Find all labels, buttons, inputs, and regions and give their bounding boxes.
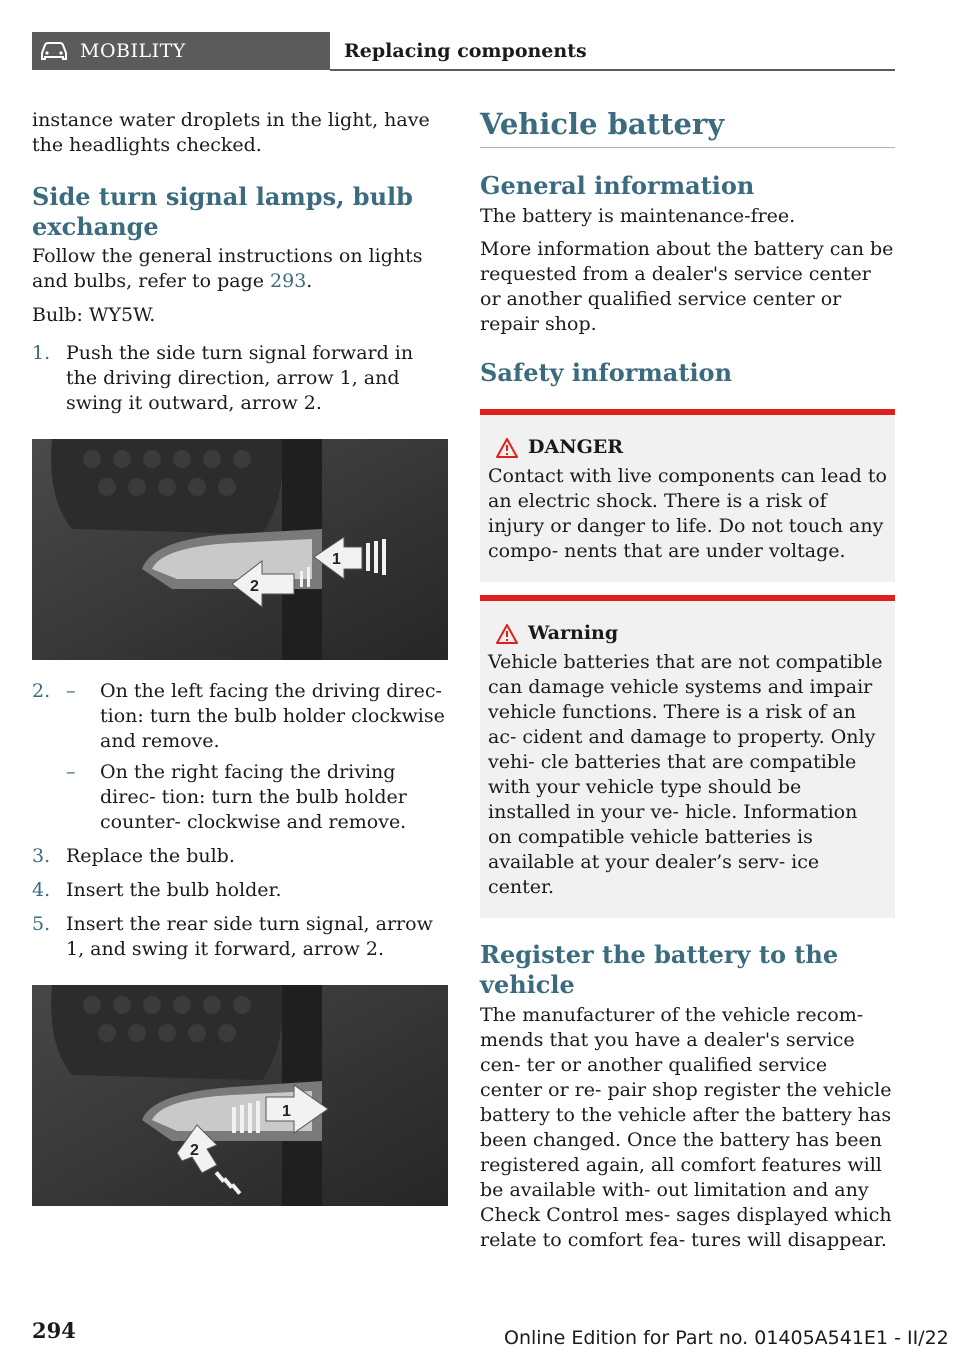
warning-title: Warning	[528, 622, 619, 644]
warning-title-row	[488, 621, 887, 646]
sub-text: On the left facing the driving direc‐ tion: turn the bulb holder clockwise and remove.	[100, 680, 445, 752]
photo2-label-2: 2	[190, 1142, 199, 1159]
step-text: Push the side turn signal forward in the driving direction, arrow 1, and swing it outward, arrow 2.	[66, 342, 414, 414]
danger-title: DANGER	[528, 436, 624, 458]
photo1-label-2: 2	[250, 578, 259, 595]
title-rule	[480, 147, 895, 148]
step-number: 3.	[32, 845, 51, 867]
danger-title-row	[488, 435, 887, 460]
bulb-type: Bulb: WY5W.	[32, 304, 156, 326]
right-column	[480, 108, 895, 1253]
car-icon	[38, 40, 70, 62]
step-1	[32, 341, 448, 416]
section-tab	[32, 32, 330, 70]
step-number: 1.	[32, 342, 51, 364]
general-text-1: The battery is maintenance-free.	[480, 205, 796, 227]
chapter-title: Replacing components	[344, 40, 587, 62]
side-signal-heading: Side turn signal lamps, bulb exchange	[32, 182, 413, 241]
left-column	[32, 108, 448, 1206]
step-2	[32, 679, 448, 835]
general-text-2: More information about the battery can be requested from a dealer's service center or another qualified service center or repair shop.	[480, 238, 894, 335]
photo-remove-signal	[32, 439, 448, 660]
step-number: 2.	[32, 680, 51, 702]
register-battery-heading: Register the battery to the vehicle	[480, 940, 839, 999]
intro-text: instance water droplets in the light, have the headlights checked.	[32, 109, 430, 156]
instruction-paragraph	[32, 244, 448, 294]
danger-text: Contact with live components can lead to an electric shock. There is a risk of injury or danger to life. Do not touch any compo‐ nents that are under voltage.	[488, 465, 887, 562]
header-rule	[330, 69, 895, 71]
edition-note: Online Edition for Part no. 01405A541E1 - II/22	[504, 1327, 949, 1349]
sub-text: On the right facing the driving direc‐ tion: turn the bulb holder counter‐ clockwise and remove.	[100, 761, 407, 833]
page-number: 294	[32, 1318, 76, 1343]
instruction-pre: Follow the general instructions on lights and bulbs, refer to page	[32, 245, 423, 292]
step-text: Insert the rear side turn signal, arrow 1, and swing it forward, arrow 2.	[66, 913, 433, 960]
sub-dash: –	[66, 761, 76, 783]
warning-text: Vehicle batteries that are not compatible can damage vehicle systems and impair vehicle functions. There is a risk of an ac‐ cident and damage to property. Only vehi‐ cle batteries that are compatible with your vehicle type should be installed in your ve‐ hicle. Information on compatible vehicle batteries is available at your dealer’s serv‐ ice center.	[488, 651, 883, 898]
step-text: Insert the bulb holder.	[66, 879, 282, 901]
warning-triangle-icon	[496, 438, 518, 458]
step-number: 4.	[32, 879, 51, 901]
photo-insert-signal	[32, 985, 448, 1206]
photo2-label-1: 1	[282, 1103, 291, 1120]
step-number: 5.	[32, 913, 51, 935]
step-3	[32, 844, 448, 869]
step-5	[32, 912, 448, 962]
safety-info-heading: Safety information	[480, 358, 733, 387]
sub-dash: –	[66, 680, 76, 702]
page-link[interactable]: 293	[270, 270, 307, 292]
photo1-label-1: 1	[332, 551, 341, 568]
general-info-heading: General information	[480, 171, 755, 200]
section-title: MOBILITY	[80, 40, 186, 62]
danger-box	[480, 409, 895, 582]
instruction-post: .	[306, 270, 313, 292]
step-4	[32, 878, 448, 903]
register-text: The manufacturer of the vehicle recom‐ mends that you have a dealer's service cen‐ ter or another qualified service center or re‐ pair shop register the vehicle battery to the vehicle after the battery has been changed. Once the battery has been registered again, all comfort features will be available with‐ out limitation and any Check Control mes‐ sages displayed which relate to comfort fea‐ tures will disappear.	[480, 1004, 892, 1251]
step-text: Replace the bulb.	[66, 845, 235, 867]
step-2-sub-right	[66, 760, 448, 835]
step-2-sub-left	[66, 679, 448, 754]
vehicle-battery-title: Vehicle battery	[480, 107, 725, 141]
warning-triangle-icon	[496, 624, 518, 644]
warning-box	[480, 595, 895, 918]
